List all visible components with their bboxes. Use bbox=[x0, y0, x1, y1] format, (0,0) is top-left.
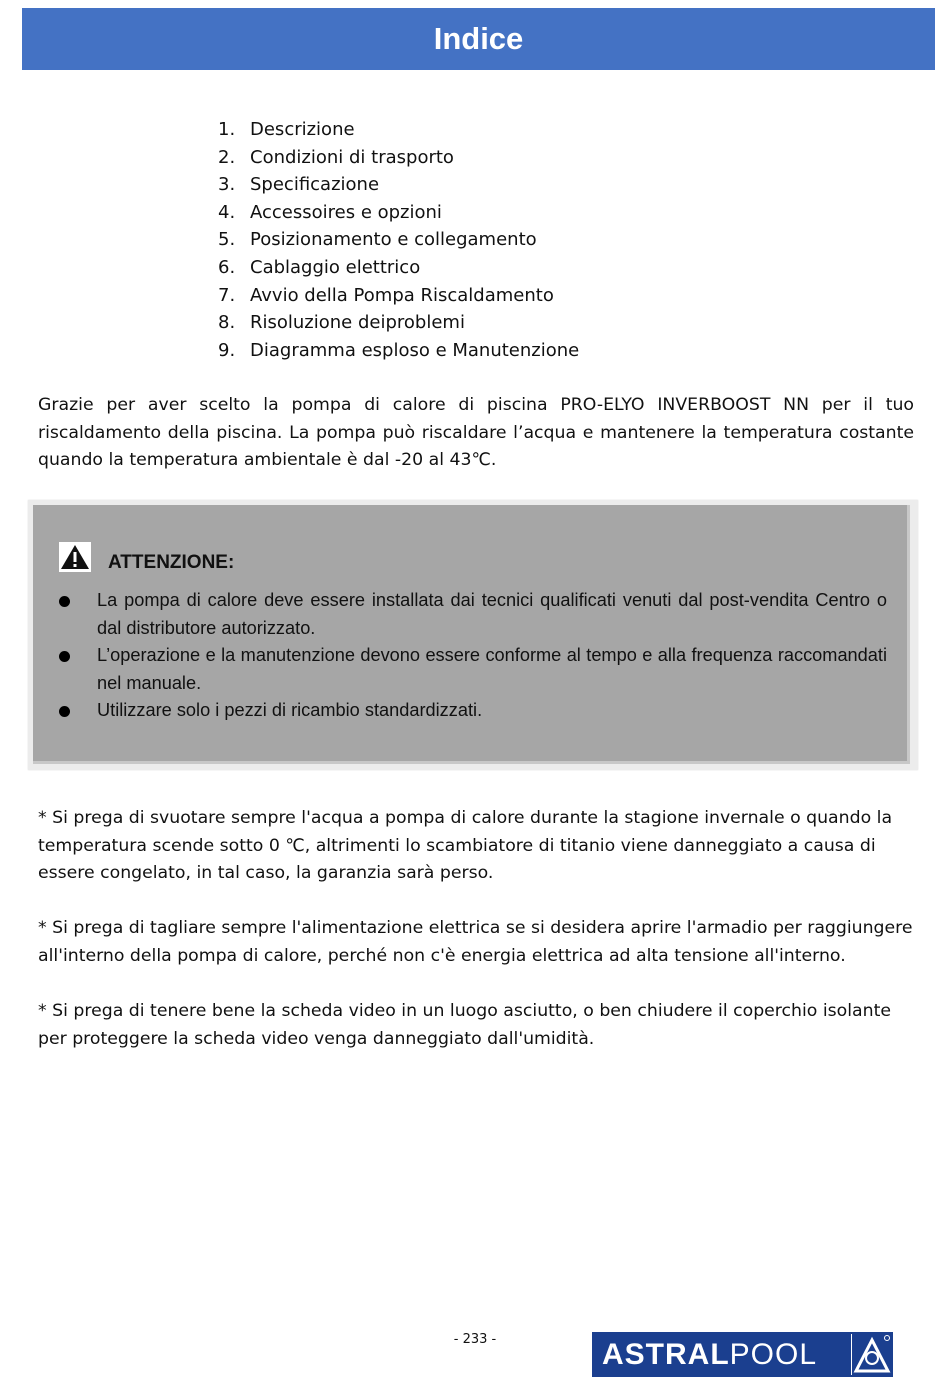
logo-wordmark: ASTRALPOOL bbox=[602, 1337, 818, 1371]
toc-item-label: Cablaggio elettrico bbox=[250, 256, 421, 278]
toc-item bbox=[218, 226, 579, 254]
toc-item-number: 6. bbox=[218, 256, 236, 278]
toc-item bbox=[218, 116, 579, 144]
toc-item-number: 7. bbox=[218, 284, 236, 306]
toc-item bbox=[218, 282, 579, 310]
page-number: - 233 - bbox=[453, 1332, 497, 1347]
warning-item bbox=[55, 697, 887, 725]
toc-item-label: Posizionamento e collegamento bbox=[250, 229, 537, 251]
warning-triangle-icon bbox=[59, 542, 91, 572]
toc-item-number: 8. bbox=[218, 312, 236, 334]
toc-item-label: Condizioni di trasporto bbox=[250, 146, 454, 168]
toc-item-label: Risoluzione deiproblemi bbox=[250, 312, 465, 334]
warning-box bbox=[33, 505, 910, 764]
note-paragraph: * Si prega di tenere bene la scheda video in un luogo asciutto, o ben chiudere il coperchio isolante per proteggere la scheda video venga danneggiato dall'umidità. bbox=[38, 1001, 891, 1049]
toc-item-number: 9. bbox=[218, 339, 236, 361]
toc-item-number: 2. bbox=[218, 146, 236, 168]
bullet-icon bbox=[59, 651, 70, 662]
toc-item-label: Avvio della Pompa Riscaldamento bbox=[250, 284, 554, 306]
notes-section bbox=[38, 805, 918, 1081]
warning-item-text: La pompa di calore deve essere installata dai tecnici qualificati venuti dal post-vendita Centro o dal distributore autorizzato. bbox=[97, 590, 887, 638]
toc-item-label: Accessoires e opzioni bbox=[250, 201, 442, 223]
intro-paragraph: Grazie per aver scelto la pompa di calore di piscina PRO-ELYO INVERBOOST NN per il tuo riscaldamento della piscina. La pompa può riscaldare l’acqua e mantenere la temperatura costante quando la temperatura ambientale è dal -20 al 43℃. bbox=[38, 395, 914, 471]
toc-item bbox=[218, 171, 579, 199]
warning-item-text: Utilizzare solo i pezzi di ricambio standardizzati. bbox=[97, 700, 483, 721]
warning-item bbox=[55, 587, 887, 642]
astralpool-logo bbox=[592, 1332, 893, 1377]
toc-item-number: 3. bbox=[218, 174, 236, 196]
warning-item bbox=[55, 642, 887, 697]
toc-item bbox=[218, 144, 579, 172]
toc-item-number: 1. bbox=[218, 119, 236, 140]
toc-item bbox=[218, 309, 579, 337]
toc-item bbox=[218, 337, 579, 365]
warning-item-text: L’operazione e la manutenzione devono essere conforme al tempo e alla frequenza raccomandati nel manuale. bbox=[97, 645, 887, 693]
bullet-icon bbox=[59, 596, 70, 607]
toc-item-label: Specificazione bbox=[250, 174, 380, 196]
toc-item-label: Diagramma esploso e Manutenzione bbox=[250, 339, 580, 361]
toc-item bbox=[218, 199, 579, 227]
warning-panel bbox=[28, 500, 918, 770]
toc-item-number: 5. bbox=[218, 229, 236, 251]
note-paragraph: * Si prega di tagliare sempre l'alimentazione elettrica se si desidera aprire l'armadio per raggiungere all'interno della pompa di calore, perché non c'è energia elettrica ad alta tensione all'interno. bbox=[38, 918, 913, 966]
table-of-contents bbox=[218, 116, 579, 364]
bullet-icon bbox=[59, 706, 70, 717]
note-paragraph: * Si prega di svuotare sempre l'acqua a pompa di calore durante la stagione invernale o quando la temperatura scende sotto 0 ℃, altrimenti lo scambiatore di titanio viene danneggiato a causa di essere congelato, in tal caso, la garanzia sarà perso. bbox=[38, 808, 893, 884]
page-title: Indice bbox=[433, 21, 524, 56]
toc-item-label: Descrizione bbox=[250, 119, 355, 140]
warning-list bbox=[55, 587, 887, 725]
toc-item-number: 4. bbox=[218, 201, 236, 223]
logo-triangle-icon bbox=[851, 1334, 891, 1375]
toc-item bbox=[218, 254, 579, 282]
warning-title: ATTENZIONE: bbox=[108, 552, 235, 573]
page-title-bar bbox=[22, 8, 935, 70]
